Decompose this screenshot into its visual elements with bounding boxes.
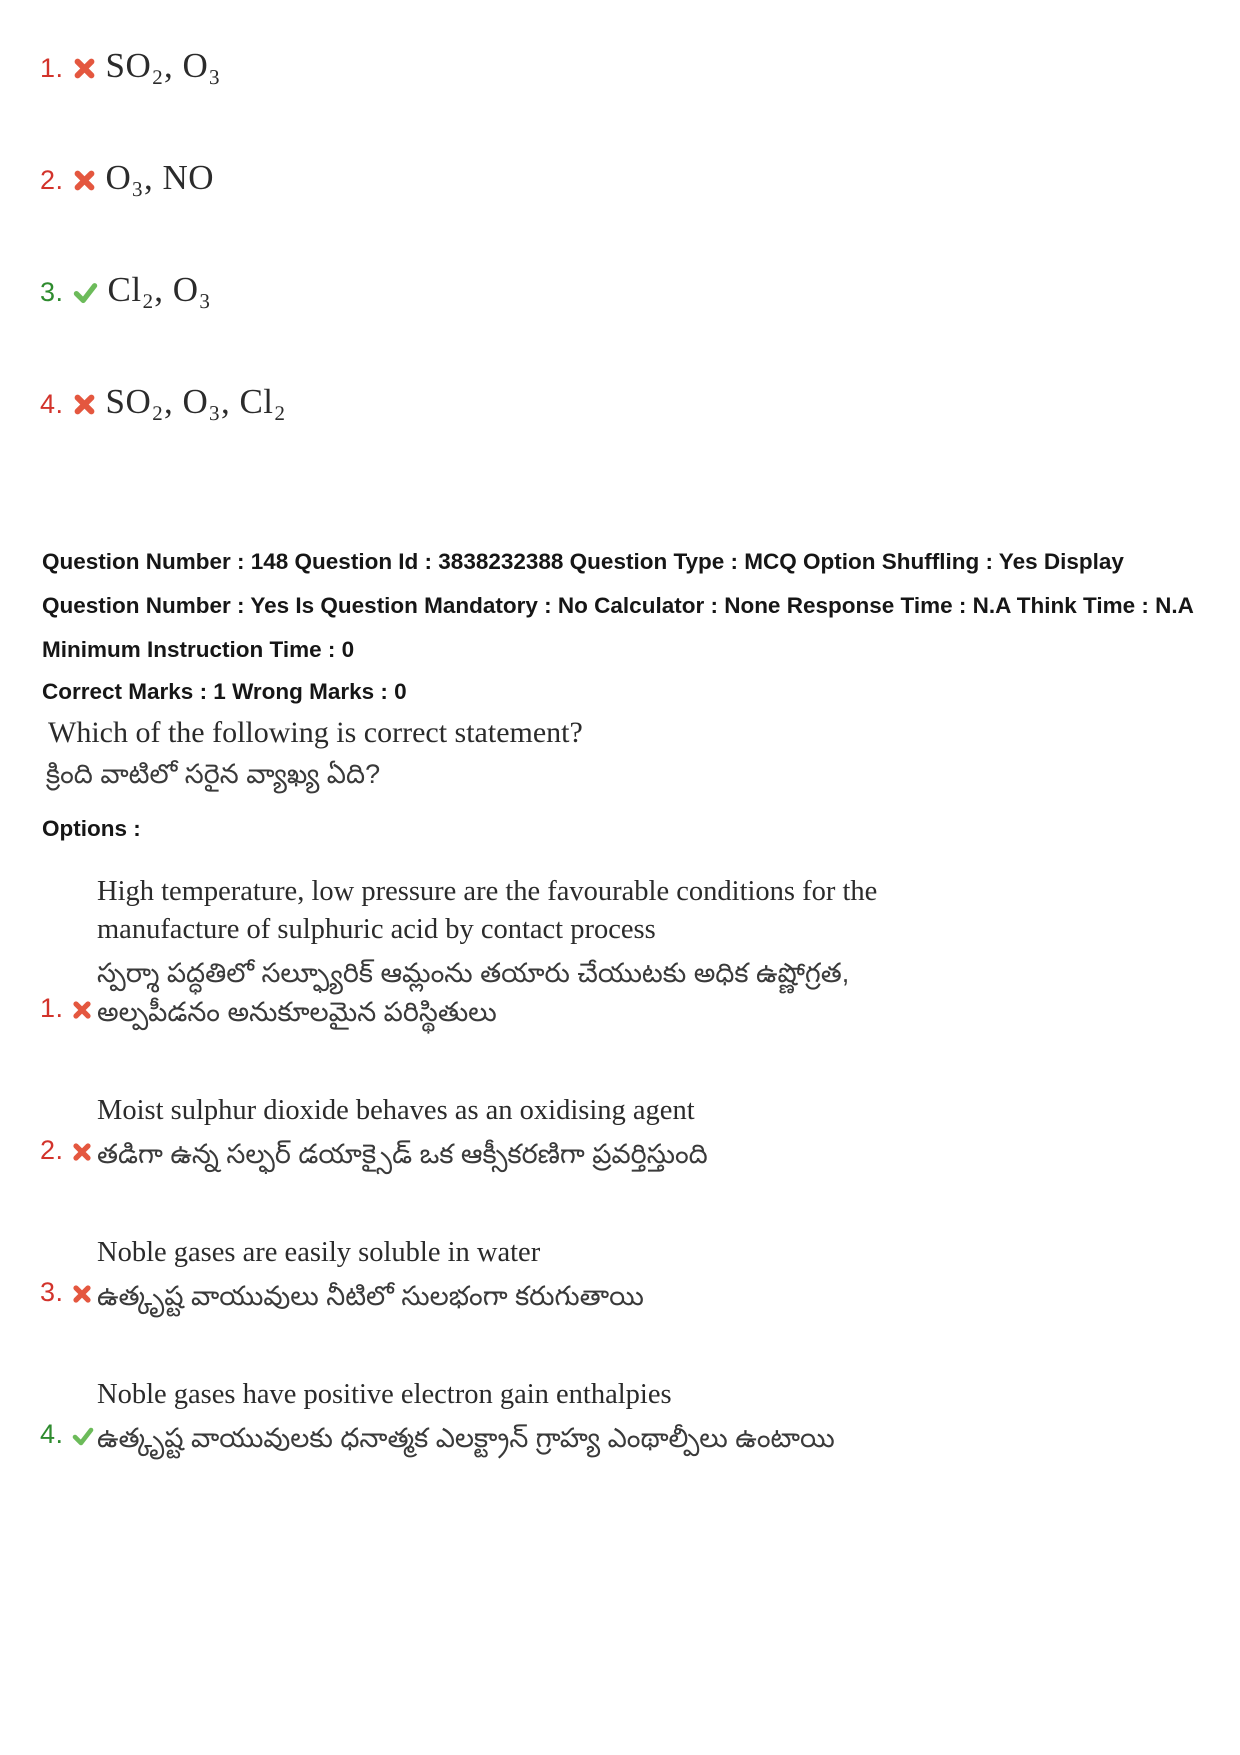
cross-icon	[72, 1142, 92, 1162]
check-icon	[73, 281, 98, 304]
option-texts	[97, 1092, 708, 1174]
option-text-english: Moist sulphur dioxide behaves as an oxidising agent	[97, 1095, 695, 1127]
option-text-english: Noble gases have positive electron gain enthalpies	[97, 1379, 672, 1411]
option-text-english: Noble gases are easily soluble in water	[97, 1237, 541, 1269]
formula-text: Cl₂, O₃	[107, 270, 212, 309]
answer-option-1	[40, 46, 1240, 88]
option-texts	[97, 1376, 835, 1458]
answer-option-3	[40, 270, 1240, 312]
option-text-telugu: ఉత్కృష్ట వాయువులకు ధనాత్మక ఎలక్ట్రాన్ గ్రాహ్య ఎంథాల్పీలు ఉంటాయి	[97, 1423, 835, 1454]
mcq-option-1	[40, 873, 1240, 1032]
mcq-option-2	[40, 1092, 1240, 1174]
formula-text: SO₂, O₃	[105, 46, 221, 85]
mcq-option-4	[40, 1376, 1240, 1458]
cross-icon	[73, 393, 96, 416]
question-text-english: Which of the following is correct statement?	[48, 716, 583, 749]
option-number: 2.	[40, 1135, 64, 1166]
marks-info: Correct Marks : 1 Wrong Marks : 0	[42, 679, 407, 704]
answer-option-2	[40, 158, 1240, 200]
option-text-telugu: తడిగా ఉన్న సల్ఫర్ డయాక్సైడ్ ఒక ఆక్సీకరణిగా ప్రవర్తిస్తుంది	[97, 1138, 708, 1169]
cross-icon	[72, 1000, 92, 1020]
option-number: 1.	[40, 993, 64, 1024]
option-number: 4.	[40, 1419, 64, 1450]
question-metadata: Question Number : 148 Question Id : 3838232388 Question Type : MCQ Option Shuffling : Yes Display Question Number : Yes Is Question Mandatory : No Calculator : None Response Time : N.A Think Time : N.A Minimum Instruction Time : 0	[42, 549, 1194, 662]
mcq-option-3	[40, 1234, 1240, 1316]
option-texts	[97, 1234, 644, 1316]
option-number: 4.	[40, 389, 64, 419]
option-number: 3.	[40, 277, 64, 307]
answer-option-4	[40, 382, 1240, 424]
option-texts	[97, 873, 957, 1032]
option-marker	[40, 1277, 97, 1316]
formula-text: O₃, NO	[105, 158, 215, 197]
formula-text: SO₂, O₃, Cl₂	[105, 382, 287, 421]
check-icon	[72, 1426, 94, 1446]
option-text-telugu: ఉత్కృష్ట వాయువులు నీటిలో సులభంగా కరుగుతాయి	[97, 1280, 644, 1311]
option-marker	[40, 1135, 97, 1174]
option-number: 2.	[40, 165, 64, 195]
option-text-telugu: స్పర్శా పద్ధతిలో సల్ఫ్యూరిక్ ఆమ్లంను తయారు చేయుటకు అధిక ఉష్ణోగ్రత, అల్పపీడనం అనుకూలమైన పరిస్థితులు	[97, 957, 850, 1027]
option-marker	[40, 1419, 97, 1458]
options-label: Options :	[42, 816, 141, 841]
option-number: 3.	[40, 1277, 64, 1308]
cross-icon	[73, 57, 96, 80]
option-text-english: High temperature, low pressure are the favourable conditions for the manufacture of sulphuric acid by contact process	[97, 876, 878, 945]
answer-key-options	[0, 0, 1240, 424]
option-number: 1.	[40, 53, 64, 83]
cross-icon	[72, 1284, 92, 1304]
cross-icon	[73, 169, 96, 192]
question-text-telugu: క్రింది వాటిలో సరైన వ్యాఖ్య ఏది?	[46, 759, 381, 789]
mcq-options	[0, 873, 1240, 1458]
option-marker	[40, 993, 97, 1032]
